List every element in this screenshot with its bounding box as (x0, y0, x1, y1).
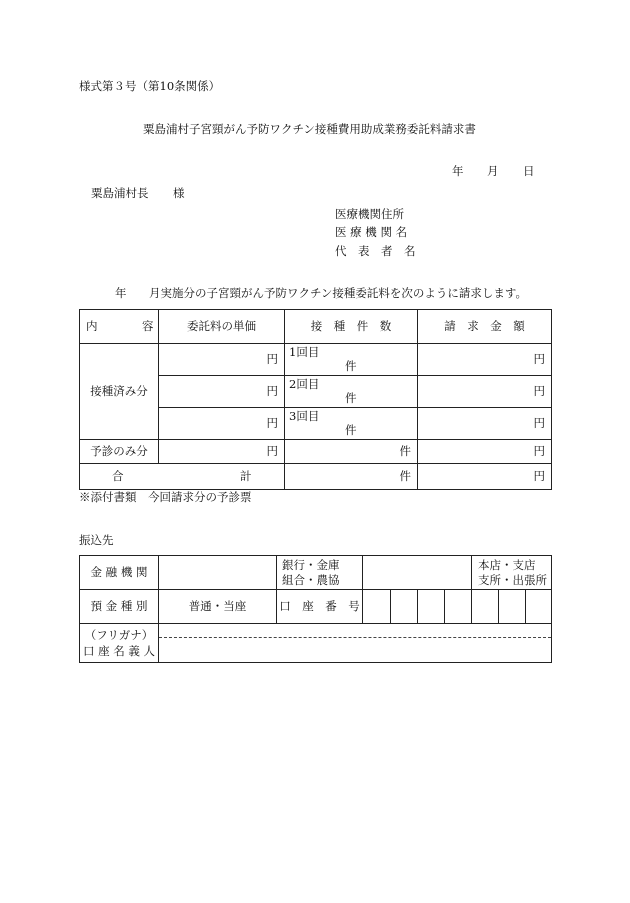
addressee-honorific: 様 (173, 186, 185, 200)
count-unit: 件 (345, 391, 357, 405)
count-unit: 件 (345, 359, 357, 373)
unit-price-cell: 円 (159, 408, 285, 440)
total-row (80, 464, 552, 490)
form-number: 様式第３号（第10条関係） (79, 79, 221, 93)
billing-table (79, 309, 552, 490)
count-cell: 件 (285, 464, 418, 490)
dose-label: 3回目 (289, 409, 320, 423)
holder-row (80, 624, 552, 663)
screening-label: 予診のみ分 (80, 440, 159, 464)
request-sentence: 月実施分の子宮頸がん予防ワクチン接種委託料を次のように請求します。 (149, 286, 528, 300)
branch-type: 本店・支店 支所・出張所 (472, 556, 552, 590)
attachment-note: ※添付書類 今回請求分の予診票 (79, 490, 252, 504)
account-digit-box[interactable] (526, 590, 552, 624)
holder-name-field[interactable] (159, 624, 552, 663)
count-unit: 件 (345, 423, 357, 437)
bank-row (80, 556, 552, 590)
clinic-rep-label: 代 表 者 名 (335, 244, 416, 258)
clinic-name-label: 医 療 機 関 名 (335, 225, 408, 239)
request-year: 年 (115, 286, 127, 300)
unit-price-cell: 円 (159, 376, 285, 408)
bank-name-field[interactable] (159, 556, 277, 590)
table-row (80, 440, 552, 464)
dose-label: 2回目 (289, 377, 320, 391)
deposit-row (80, 590, 552, 624)
account-digit-box[interactable] (472, 590, 499, 624)
holder-label-cell (80, 624, 159, 663)
count-cell (285, 344, 418, 376)
deposit-label: 預 金 種 別 (80, 590, 159, 624)
amount-cell: 円 (418, 408, 552, 440)
header-unit-price: 委託料の単価 (159, 310, 285, 344)
furigana-line (159, 624, 551, 638)
dose-label: 1回目 (289, 345, 320, 359)
clinic-address-label: 医療機関住所 (335, 207, 404, 221)
bank-type: 銀行・金庫 組合・農協 (277, 556, 363, 590)
deposit-type-value: 普通・当座 (159, 590, 277, 624)
account-number-label: 口 座 番 号 (277, 590, 363, 624)
amount-cell: 円 (418, 376, 552, 408)
branch-name-field[interactable] (363, 556, 472, 590)
vaccinated-label: 接種済み分 (80, 344, 159, 440)
unit-price-cell: 円 (159, 440, 285, 464)
header-amount: 請 求 金 額 (418, 310, 552, 344)
amount-cell: 円 (418, 344, 552, 376)
page-title: 粟島浦村子宮頸がん予防ワクチン接種費用助成業務委託料請求書 (143, 122, 476, 136)
amount-cell: 円 (418, 464, 552, 490)
table-row (80, 344, 552, 376)
bank-label: 金 融 機 関 (80, 556, 159, 590)
account-digit-box[interactable] (445, 590, 472, 624)
account-digit-box[interactable] (363, 590, 391, 624)
unit-price-cell: 円 (159, 344, 285, 376)
furigana-label: （フリガナ） (84, 628, 154, 642)
account-digit-box[interactable] (499, 590, 526, 624)
count-cell: 件 (285, 440, 418, 464)
transfer-heading: 振込先 (79, 533, 114, 547)
account-digit-box[interactable] (391, 590, 418, 624)
account-digit-box[interactable] (418, 590, 445, 624)
date-day: 日 (523, 164, 535, 178)
date-year: 年 (452, 164, 464, 178)
billing-header-row (80, 310, 552, 344)
addressee-name: 粟島浦村長 (91, 186, 149, 200)
total-label: 合 計 (80, 464, 285, 490)
amount-cell: 円 (418, 440, 552, 464)
header-count: 接 種 件 数 (285, 310, 418, 344)
count-cell (285, 408, 418, 440)
header-content: 内 容 (80, 310, 159, 344)
transfer-table (79, 555, 552, 663)
holder-label: 口 座 名 義 人 (82, 644, 156, 658)
count-cell (285, 376, 418, 408)
date-month: 月 (487, 164, 499, 178)
